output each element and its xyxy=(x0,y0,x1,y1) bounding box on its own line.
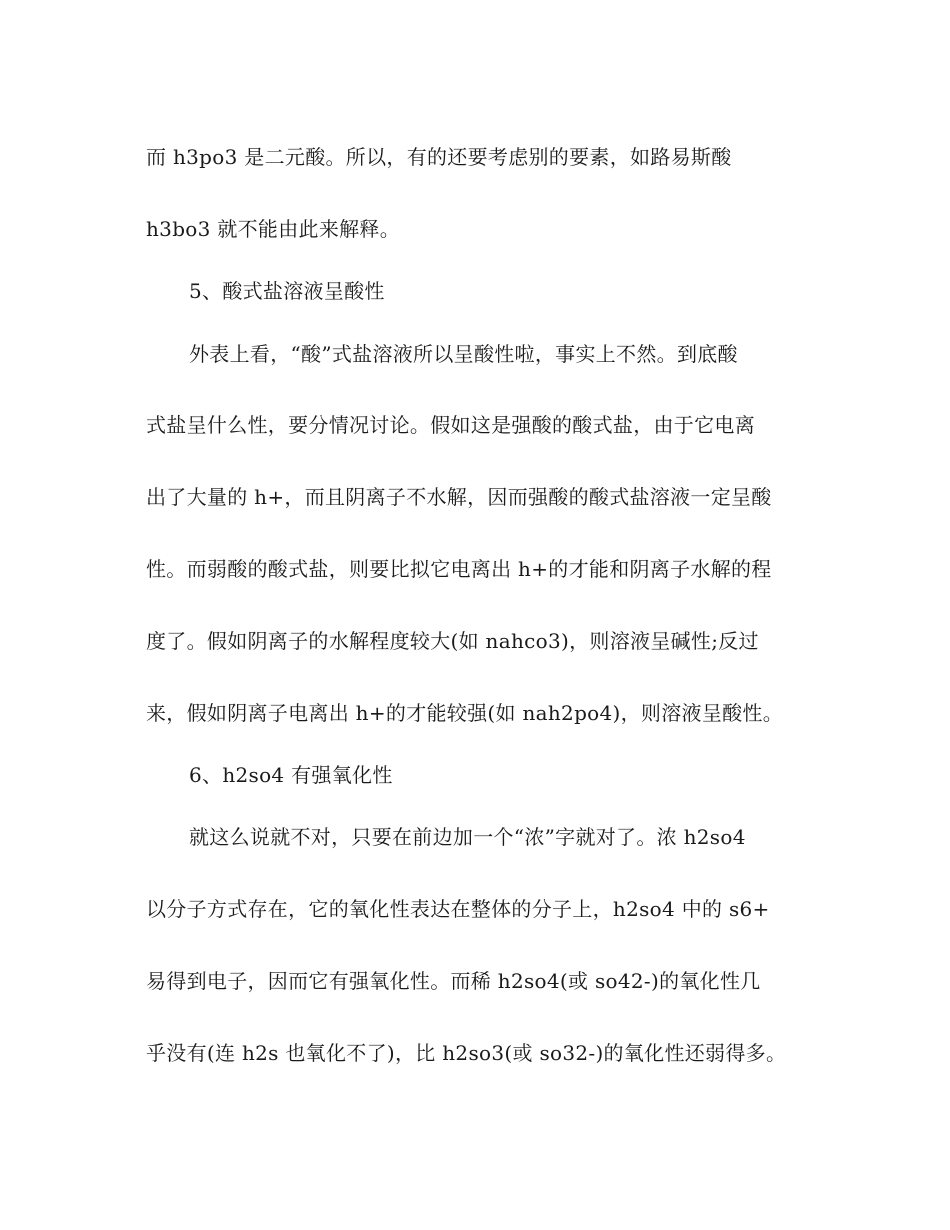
paragraph-line: 式盐呈什么性，要分情况讨论。假如这是强酸的酸式盐，由于它电离 xyxy=(146,413,755,437)
paragraph-line: 就这么说就不对，只要在前边加一个“浓”字就对了。浓 h2so4 xyxy=(189,825,746,849)
paragraph-line: 度了。假如阴离子的水解程度较大(如 nahco3)，则溶液呈碱性;反过 xyxy=(146,629,759,653)
paragraph-line: 乎没有(连 h2s 也氧化不了)，比 h2so3(或 so32-)的氧化性还弱得多。 xyxy=(146,1041,787,1065)
paragraph-line: 以分子方式存在，它的氧化性表达在整体的分子上，h2so4 中的 s6+ xyxy=(146,897,770,921)
paragraph-line: 而 h3po3 是二元酸。所以，有的还要考虑别的要素，如路易斯酸 xyxy=(146,145,732,169)
paragraph-line: 性。而弱酸的酸式盐，则要比拟它电离出 h+的才能和阴离子水解的程 xyxy=(146,557,772,581)
section-heading: 5、酸式盐溶液呈酸性 xyxy=(189,279,385,303)
section-heading: 6、h2so4 有强氧化性 xyxy=(189,763,393,787)
paragraph-line: 来，假如阴离子电离出 h+的才能较强(如 nah2po4)，则溶液呈酸性。 xyxy=(146,701,784,725)
paragraph-line: 易得到电子，因而它有强氧化性。而稀 h2so4(或 so42-)的氧化性几 xyxy=(146,969,761,993)
paragraph-line: h3bo3 就不能由此来解释。 xyxy=(146,217,401,241)
paragraph-line: 外表上看，“酸”式盐溶液所以呈酸性啦，事实上不然。到底酸 xyxy=(189,342,738,366)
paragraph-line: 出了大量的 h+，而且阴离子不水解，因而强酸的酸式盐溶液一定呈酸 xyxy=(146,485,772,509)
